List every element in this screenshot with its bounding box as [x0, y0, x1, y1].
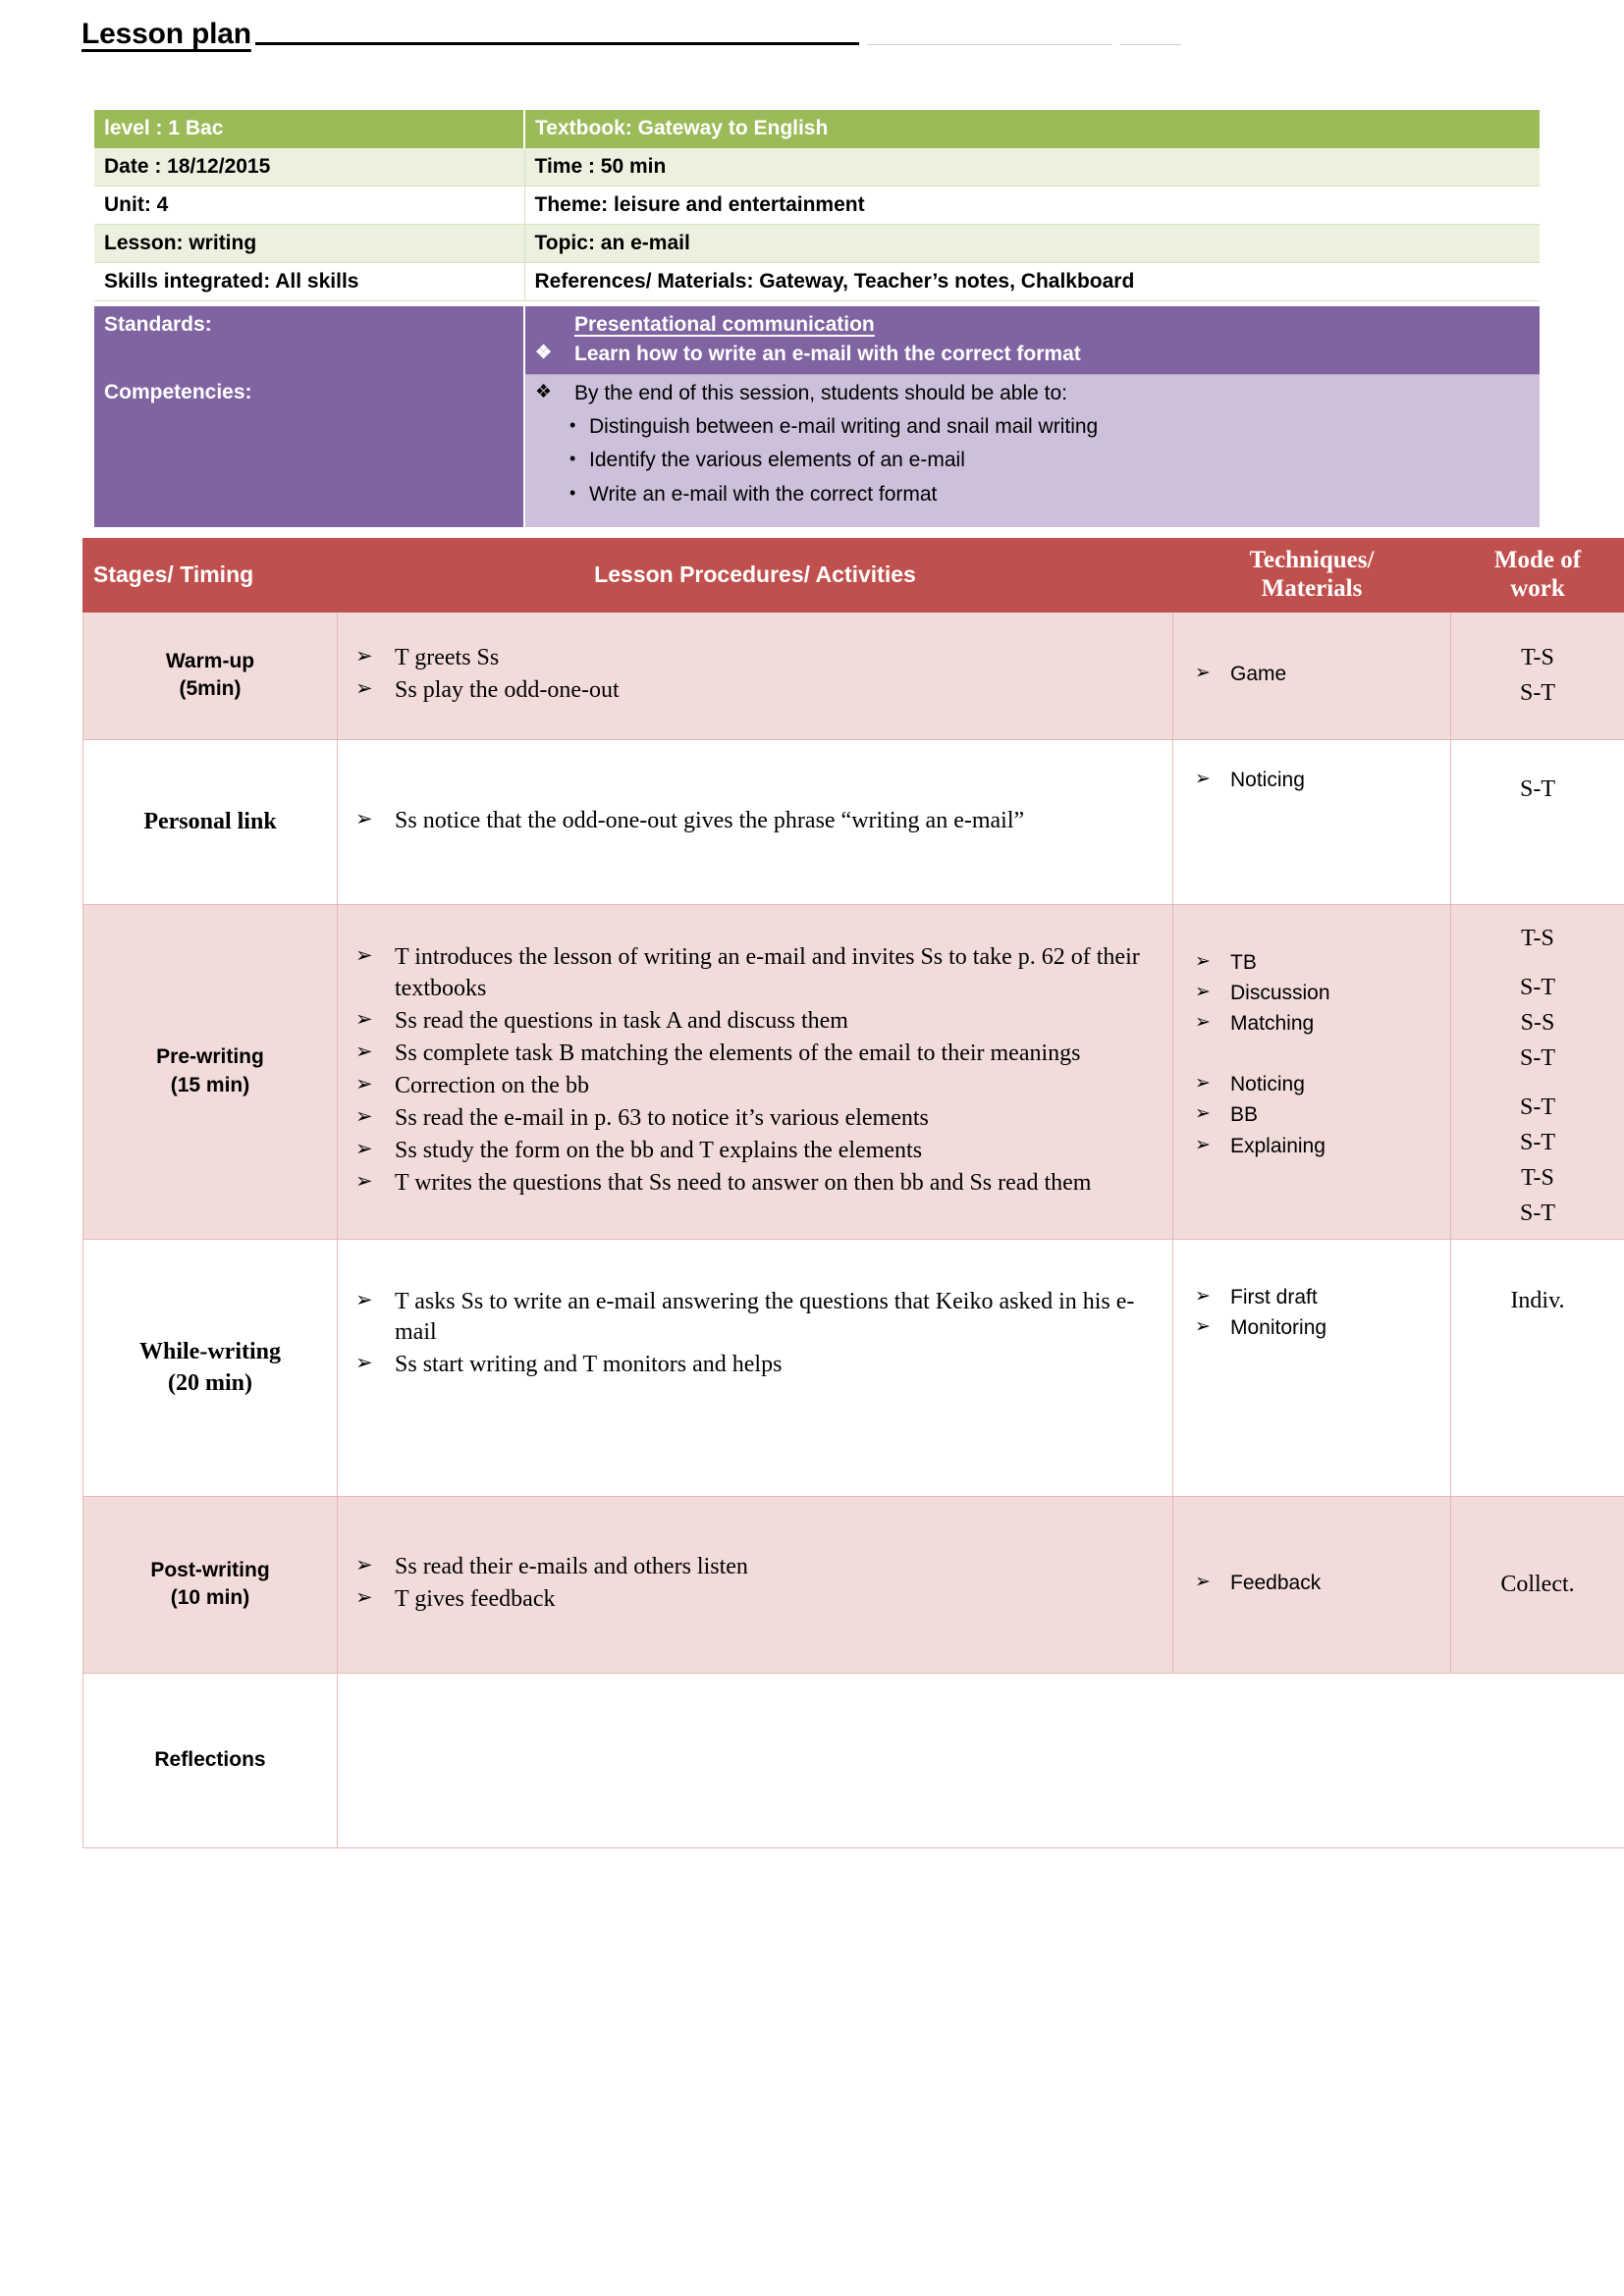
arrow-bullet-icon: ➢: [355, 676, 373, 700]
competency-text: Distinguish between e-mail writing and snail mail writing: [589, 415, 1099, 439]
arrow-bullet-icon: ➢: [1195, 1315, 1211, 1337]
stage-cell-post-writing: [83, 1496, 338, 1673]
standards-body: [524, 306, 1540, 374]
stage-cell-pre-writing: [83, 904, 338, 1239]
mode-cell-pre-writing: [1451, 904, 1624, 1239]
competencies-label: Competencies:: [94, 374, 524, 527]
mode-value: S-T: [1520, 680, 1555, 706]
info-row-unit: [94, 187, 1540, 225]
technique-text: Feedback: [1230, 1572, 1322, 1595]
stage-timing: (5min): [179, 677, 242, 700]
techniques-list: [1195, 1569, 1440, 1598]
info-cell-references: References/ Materials: Gateway, Teacher’s notes, Chalkboard: [524, 263, 1540, 301]
technique-text: BB: [1230, 1103, 1259, 1127]
mode-value: T-S: [1521, 925, 1554, 951]
title-faint-rule-1: [867, 43, 1112, 45]
info-row-lesson: [94, 225, 1540, 263]
stage-cell-while-writing: [83, 1239, 338, 1496]
standards-label: Standards:: [94, 306, 524, 374]
technique-text: Game: [1230, 663, 1287, 686]
info-cell-topic: Topic: an e-mail: [524, 225, 1540, 263]
mode-value: Collect.: [1500, 1572, 1575, 1597]
standards-item: [535, 341, 1530, 368]
list-item: [1195, 1070, 1440, 1099]
list-item: [355, 1168, 1159, 1200]
technique-text: Discussion: [1230, 981, 1330, 1004]
list-item: [1195, 1009, 1440, 1039]
list-item: [355, 675, 1159, 707]
procedures-cell-personal-link: [338, 739, 1173, 904]
arrow-bullet-icon: ➢: [1195, 1103, 1211, 1125]
list-item: [355, 1136, 1159, 1167]
mode-cell-while-writing: [1451, 1239, 1624, 1496]
mode-spacer-2: [1455, 1076, 1620, 1090]
procedure-text: T gives feedback: [395, 1586, 556, 1612]
arrow-bullet-icon: ➢: [355, 1553, 373, 1577]
column-header-mode: [1451, 539, 1624, 613]
mode-value: S-T: [1520, 974, 1555, 1000]
list-item: [1195, 1569, 1440, 1598]
stage-name: Reflections: [154, 1747, 266, 1771]
procedure-table: [82, 538, 1624, 1848]
procedure-list: [355, 643, 1159, 707]
techniques-cell-warmup: [1173, 612, 1451, 739]
list-item: [355, 1071, 1159, 1102]
list-item: [1195, 660, 1440, 689]
techniques-cell-while-writing: [1173, 1239, 1451, 1496]
mode-cell-personal-link: [1451, 739, 1624, 904]
stage-name: Pre-writing: [156, 1045, 264, 1069]
competencies-list: [535, 413, 1530, 508]
list-item: [1195, 979, 1440, 1008]
stage-name: While-writing: [139, 1338, 281, 1364]
procedures-cell-warmup: [338, 612, 1173, 739]
competency-text: Identify the various elements of an e-mail: [589, 449, 965, 472]
arrow-bullet-icon: ➢: [1195, 1285, 1211, 1307]
procedure-text: Ss read their e-mails and others listen: [395, 1554, 748, 1580]
techniques-list-group-1: [1195, 948, 1440, 1040]
arrow-bullet-icon: ➢: [355, 1040, 373, 1064]
procedures-cell-post-writing: [338, 1496, 1173, 1673]
mode-value: Indiv.: [1510, 1287, 1565, 1313]
arrow-bullet-icon: ➢: [1195, 981, 1211, 1002]
stage-name: Warm-up: [165, 649, 255, 672]
column-header-techniques-line2: Materials: [1261, 574, 1363, 602]
list-item: [355, 942, 1159, 1005]
table-row: [83, 612, 1624, 739]
competencies-body: [524, 374, 1540, 527]
standards-item-text: Learn how to write an e-mail with the correct format: [574, 343, 1081, 366]
techniques-list: [1195, 766, 1440, 795]
mode-stack: [1455, 772, 1620, 807]
page-title: Lesson plan: [81, 18, 251, 50]
arrow-bullet-icon: ➢: [355, 806, 373, 830]
procedure-text: Ss notice that the odd-one-out gives the phrase “writing an e-mail”: [395, 807, 1025, 833]
title-rule-gap-2: [1112, 44, 1120, 45]
list-item: [1195, 766, 1440, 795]
list-item: [355, 1039, 1159, 1070]
mode-cell-post-writing: [1451, 1496, 1624, 1673]
arrow-bullet-icon: ➢: [1195, 768, 1211, 789]
page-title-row: [81, 18, 1554, 51]
competency-text: Write an e-mail with the correct format: [589, 482, 938, 506]
arrow-bullet-icon: ➢: [355, 1136, 373, 1160]
list-item: [1195, 1313, 1440, 1343]
procedure-text: Ss complete task B matching the elements of the email to their meanings: [395, 1041, 1081, 1067]
stage-cell-warmup: [83, 612, 338, 739]
technique-text: First draft: [1230, 1285, 1318, 1308]
procedure-text: Ss start writing and T monitors and helps: [395, 1352, 783, 1378]
list-item: [355, 1287, 1159, 1350]
column-header-stage: Stages/ Timing: [83, 539, 338, 613]
mode-stack-group-1: [1455, 921, 1620, 956]
list-item: [1195, 1132, 1440, 1161]
techniques-list-group-2: [1195, 1070, 1440, 1161]
arrow-bullet-icon: ➢: [1195, 1572, 1211, 1593]
mode-value: S-T: [1520, 1044, 1555, 1071]
arrow-bullet-icon: ➢: [355, 1103, 373, 1128]
arrow-bullet-icon: ➢: [355, 1287, 373, 1311]
stage-cell-reflections: [83, 1673, 338, 1847]
procedure-text: Ss play the odd-one-out: [395, 677, 620, 703]
procedure-text: Ss read the questions in task A and discuss them: [395, 1008, 848, 1035]
column-header-mode-line1: Mode of: [1493, 547, 1582, 573]
title-rule-gap: [859, 44, 867, 45]
arrow-bullet-icon: ➢: [355, 1585, 373, 1609]
list-item: [355, 806, 1159, 837]
arrow-bullet-icon: ➢: [1195, 950, 1211, 972]
procedure-text: Ss read the e-mail in p. 63 to notice it’s various elements: [395, 1104, 929, 1131]
mode-stack: [1455, 1567, 1620, 1602]
lesson-info-table: [94, 110, 1540, 301]
list-item: [355, 643, 1159, 674]
technique-text: Matching: [1230, 1012, 1315, 1036]
procedure-text: T greets Ss: [395, 645, 500, 671]
info-cell-time: Time : 50 min: [524, 148, 1540, 187]
dot-bullet-icon: •: [569, 449, 576, 469]
arrow-bullet-icon: ➢: [1195, 1072, 1211, 1094]
list-item: [1195, 948, 1440, 978]
mode-value: T-S: [1521, 645, 1554, 670]
list-item: [355, 1103, 1159, 1135]
info-row-level: [94, 110, 1540, 148]
procedure-text: T writes the questions that Ss need to answer on then bb and Ss read them: [395, 1169, 1092, 1196]
list-item: [535, 447, 1530, 474]
list-item: [355, 1350, 1159, 1381]
list-item: [535, 413, 1530, 441]
procedures-cell-pre-writing: [338, 904, 1173, 1239]
column-header-techniques-line1: Techniques/: [1249, 547, 1375, 573]
list-item: [1195, 1283, 1440, 1312]
table-row: [83, 1673, 1624, 1847]
arrow-bullet-icon: ➢: [1195, 1012, 1211, 1034]
info-row-skills: [94, 263, 1540, 301]
standards-competencies-table: [94, 306, 1540, 527]
table-row: [83, 739, 1624, 904]
list-item: [355, 1552, 1159, 1583]
list-item: [355, 1584, 1159, 1616]
procedure-text: T introduces the lesson of writing an e-mail and invites Ss to take p. 62 of their textbooks: [395, 944, 1140, 1002]
procedures-cell-while-writing: [338, 1239, 1173, 1496]
mode-stack: [1455, 640, 1620, 711]
procedure-text: T asks Ss to write an e-mail answering the questions that Keiko asked in his e-mail: [395, 1288, 1135, 1346]
stage-timing: (15 min): [170, 1073, 250, 1096]
techniques-list: [1195, 660, 1440, 689]
table-row: [83, 904, 1624, 1239]
info-cell-textbook: Textbook: Gateway to English: [524, 110, 1540, 148]
mode-cell-warmup: [1451, 612, 1624, 739]
arrow-bullet-icon: ➢: [355, 1168, 373, 1193]
mode-value: T-S: [1521, 1164, 1554, 1191]
arrow-bullet-icon: ➢: [355, 644, 373, 668]
procedure-text: Ss study the form on the bb and T explains the elements: [395, 1137, 923, 1163]
table-row: [83, 1239, 1624, 1496]
techniques-spacer: [1195, 1041, 1440, 1070]
mode-spacer: [1455, 956, 1620, 970]
mode-value: S-T: [1520, 1129, 1555, 1155]
techniques-list: [1195, 1283, 1440, 1344]
column-header-techniques: [1173, 539, 1451, 613]
techniques-cell-pre-writing: [1173, 904, 1451, 1239]
info-cell-theme: Theme: leisure and entertainment: [524, 187, 1540, 225]
stage-name: Personal link: [143, 808, 277, 834]
title-faint-rule-2: [1120, 43, 1181, 45]
technique-text: TB: [1230, 950, 1257, 974]
table-row: [83, 1496, 1624, 1673]
mode-stack-group-3: [1455, 1090, 1620, 1231]
stage-timing: (10 min): [170, 1586, 250, 1609]
arrow-bullet-icon: ➢: [1195, 663, 1211, 684]
mode-value: S-T: [1520, 1094, 1555, 1120]
arrow-bullet-icon: ➢: [355, 1007, 373, 1032]
arrow-bullet-icon: ➢: [1195, 1134, 1211, 1155]
techniques-cell-personal-link: [1173, 739, 1451, 904]
technique-text: Noticing: [1230, 768, 1305, 791]
dot-bullet-icon: •: [569, 415, 576, 436]
mode-value: S-S: [1520, 1009, 1555, 1036]
technique-text: Explaining: [1230, 1134, 1326, 1157]
arrow-bullet-icon: ➢: [355, 1351, 373, 1375]
dot-bullet-icon: •: [569, 482, 576, 503]
techniques-cell-post-writing: [1173, 1496, 1451, 1673]
mode-stack-group-2: [1455, 970, 1620, 1076]
competencies-intro-row: [535, 380, 1530, 407]
standards-row: [94, 306, 1540, 374]
procedure-list: [355, 806, 1159, 837]
standards-heading: Presentational communication: [574, 313, 875, 336]
mode-stack: [1455, 1283, 1620, 1318]
mode-value: S-T: [1520, 775, 1555, 802]
procedure-table-header-row: [83, 539, 1624, 613]
stage-cell-personal-link: [83, 739, 338, 904]
info-cell-unit: Unit: 4: [94, 187, 524, 225]
stage-timing: (20 min): [168, 1370, 252, 1396]
list-item: [535, 481, 1530, 508]
diamond-bullet-icon: ❖: [535, 343, 553, 364]
arrow-bullet-icon: ➢: [355, 943, 373, 968]
column-header-procedures: Lesson Procedures/ Activities: [338, 539, 1173, 613]
list-item: [355, 1006, 1159, 1038]
diamond-bullet-icon: ❖: [535, 381, 553, 402]
procedure-list: [355, 1287, 1159, 1382]
procedure-text: Correction on the bb: [395, 1073, 589, 1098]
competencies-row: [94, 374, 1540, 527]
column-header-mode-line2: work: [1510, 574, 1565, 602]
technique-text: Noticing: [1230, 1072, 1305, 1095]
info-cell-date: Date : 18/12/2015: [94, 148, 524, 187]
info-cell-lesson: Lesson: writing: [94, 225, 524, 263]
arrow-bullet-icon: ➢: [355, 1072, 373, 1095]
competencies-intro-text: By the end of this session, students should be able to:: [574, 381, 1067, 404]
technique-text: Monitoring: [1230, 1315, 1327, 1339]
procedure-list: [355, 1552, 1159, 1616]
info-cell-skills: Skills integrated: All skills: [94, 263, 524, 301]
title-underline-rule: [255, 42, 859, 45]
procedure-list: [355, 942, 1159, 1199]
info-row-date: [94, 148, 1540, 187]
list-item: [1195, 1100, 1440, 1130]
stage-name: Post-writing: [150, 1558, 270, 1581]
mode-value: S-T: [1520, 1200, 1555, 1226]
reflections-empty-cell[interactable]: [338, 1673, 1624, 1847]
info-cell-level: level : 1 Bac: [94, 110, 524, 148]
